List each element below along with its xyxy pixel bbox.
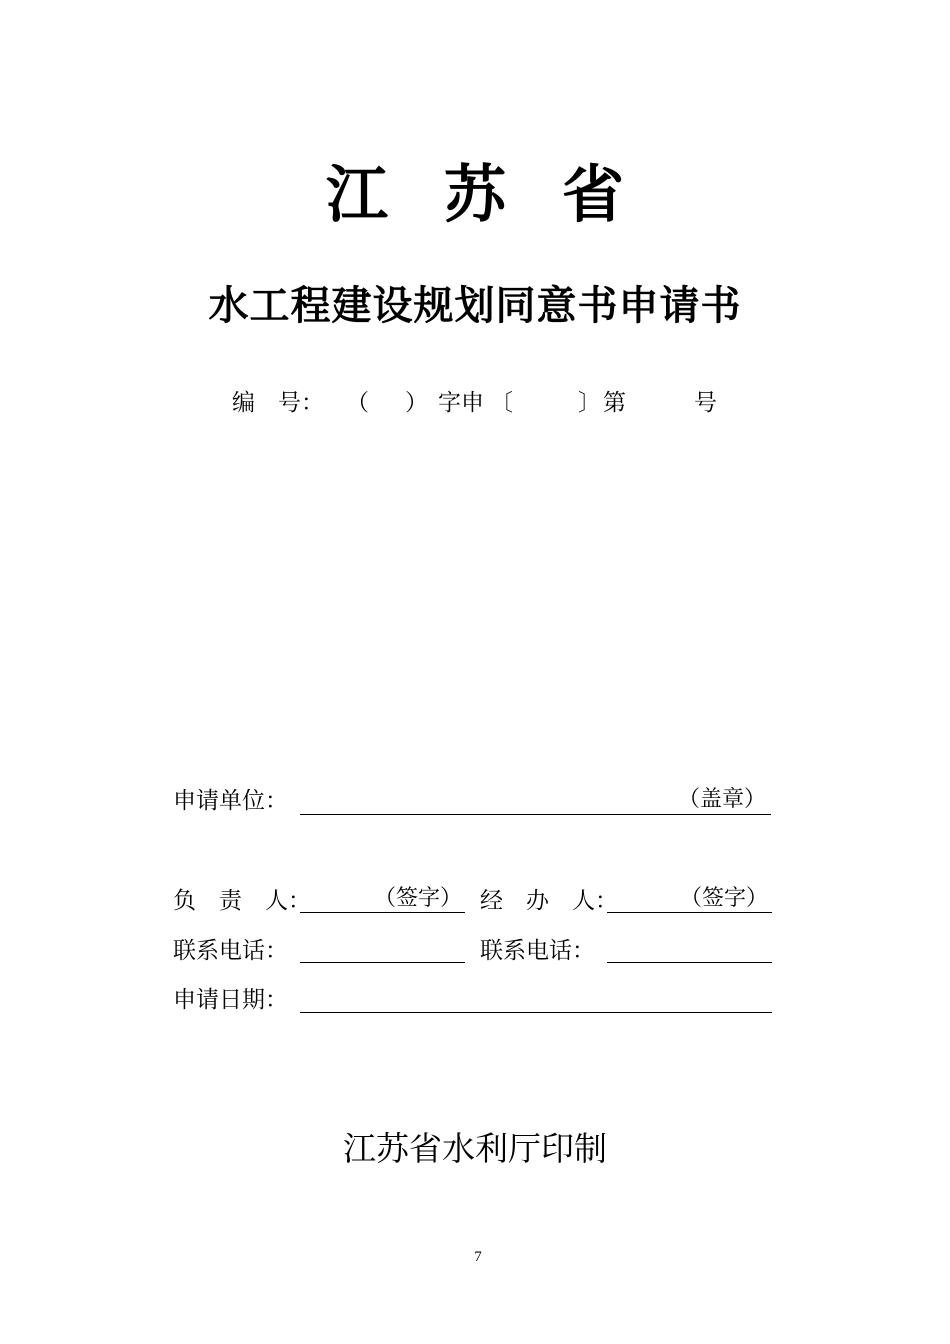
handler-label: 经 办 人：	[480, 888, 618, 914]
responsible-sign-note: （签字）	[373, 886, 462, 911]
number-bracket-close: 〕	[578, 390, 601, 416]
issuer-footer: 江苏省水利厅印制	[343, 1129, 607, 1168]
number-hao: 号	[694, 390, 717, 416]
date-field[interactable]	[300, 984, 772, 1013]
number-paren-open: （	[346, 390, 369, 416]
number-zi-shen: 字申	[438, 390, 484, 416]
date-label: 申请日期：	[173, 987, 288, 1013]
phone-field-2[interactable]	[607, 934, 772, 963]
number-paren-close: ）	[405, 390, 428, 416]
phone-field-1[interactable]	[300, 934, 465, 963]
document-title: 水工程建设规划同意书申请书	[208, 283, 742, 329]
responsible-label: 负 责 人：	[173, 888, 311, 914]
phone-label-2: 联系电话：	[480, 938, 595, 964]
handler-sign-note: （签字）	[679, 886, 768, 911]
phone-label-1: 联系电话：	[173, 938, 288, 964]
number-label: 编 号：	[232, 390, 324, 416]
number-bracket-open: 〔	[490, 390, 513, 416]
applicant-label: 申请单位：	[173, 788, 288, 814]
applicant-seal-note: （盖章）	[677, 787, 766, 812]
document-number-line	[0, 386, 950, 420]
number-di: 第	[603, 390, 626, 416]
province-heading: 江苏省	[325, 158, 680, 231]
page-number: 7	[474, 1249, 482, 1265]
